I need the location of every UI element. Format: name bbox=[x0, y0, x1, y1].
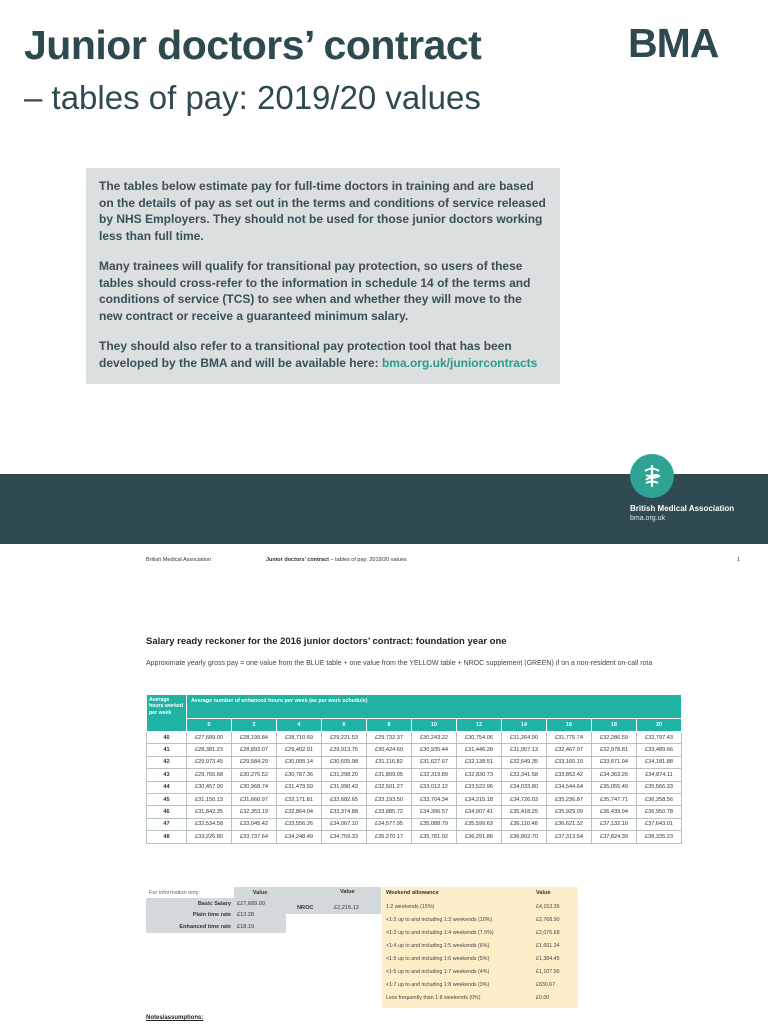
running-header-doc-bold: Junior doctors’ contract bbox=[266, 557, 329, 563]
section-title: Salary ready reckoner for the 2016 junior doctors’ contract: foundation year one bbox=[146, 636, 507, 647]
salary-cell: £32,171.81 bbox=[277, 793, 322, 805]
table-row bbox=[147, 781, 682, 793]
weekend-row-label: <1:7 up to and including 1:8 weekends (3%) bbox=[386, 982, 490, 988]
column-header: 2 bbox=[232, 719, 277, 732]
row-hours-label: 46 bbox=[147, 806, 187, 818]
junior-contracts-link[interactable]: bma.org.uk/juniorcontracts bbox=[381, 355, 538, 370]
intro-paragraph-3-text: They should also refer to a transitional pay protection tool that has been developed by the BMA and will be available here: bbox=[99, 339, 512, 370]
column-header: 8 bbox=[367, 719, 412, 732]
weekend-row-value: £1,384.45 bbox=[536, 956, 560, 962]
info-row-value: £18.19 bbox=[234, 921, 286, 932]
nroc-box bbox=[285, 887, 381, 914]
salary-cell: £35,929.09 bbox=[547, 806, 592, 818]
salary-cell: £32,138.51 bbox=[457, 756, 502, 768]
info-table bbox=[146, 887, 286, 933]
salary-cell: £28,381.23 bbox=[187, 744, 232, 756]
salary-cell: £37,132.16 bbox=[592, 818, 637, 830]
weekend-row-label: <1:3 up to and including 1:4 weekends (7.5%) bbox=[386, 930, 494, 936]
salary-cell: £32,649.35 bbox=[502, 756, 547, 768]
table-row bbox=[147, 756, 682, 768]
salary-cell: £32,864.04 bbox=[277, 806, 322, 818]
salary-cell: £32,830.73 bbox=[457, 769, 502, 781]
salary-cell: £31,298.20 bbox=[322, 769, 367, 781]
running-header-org: British Medical Association bbox=[146, 557, 212, 563]
table-row bbox=[147, 818, 682, 830]
salary-cell: £31,957.13 bbox=[502, 744, 547, 756]
salary-cell: £33,522.96 bbox=[457, 781, 502, 793]
running-header-doc-rest: – tables of pay: 2019/20 values bbox=[328, 557, 407, 563]
salary-cell: £33,341.58 bbox=[502, 769, 547, 781]
salary-cell: £33,193.50 bbox=[367, 793, 412, 805]
column-header: 12 bbox=[457, 719, 502, 732]
table-row bbox=[147, 831, 682, 843]
table-row bbox=[147, 806, 682, 818]
section-description: Approximate yearly gross pay = one value from the BLUE table + one value from the YELLOW table + NROC supplement (GREEN) if on a non-resident on-call rota bbox=[146, 660, 653, 667]
salary-cell: £30,787.36 bbox=[277, 769, 322, 781]
table-row bbox=[147, 732, 682, 744]
column-header: 20 bbox=[637, 719, 682, 732]
salary-cell: £34,215.18 bbox=[457, 793, 502, 805]
row-hours-label: 47 bbox=[147, 818, 187, 830]
salary-cell: £32,682.65 bbox=[322, 793, 367, 805]
salary-cell: £33,226.80 bbox=[187, 831, 232, 843]
weekend-row-label: <1:5 up to and including 1:6 weekends (5%) bbox=[386, 956, 490, 962]
salary-cell: £31,627.67 bbox=[412, 756, 457, 768]
salary-cell: £35,599.63 bbox=[457, 818, 502, 830]
salary-cell: £30,424.60 bbox=[367, 744, 412, 756]
salary-cell: £34,067.10 bbox=[322, 818, 367, 830]
intro-paragraph-1: The tables below estimate pay for full-time doctors in training and are based on the details of pay as set out in the terms and conditions of service released by NHS Employers. They should not be used for those junior doctors working less than full time. bbox=[99, 179, 546, 243]
salary-cell: £33,160.19 bbox=[547, 756, 592, 768]
salary-cell: £33,556.26 bbox=[277, 818, 322, 830]
salary-cell: £30,605.98 bbox=[322, 756, 367, 768]
salary-cell: £29,913.75 bbox=[322, 744, 367, 756]
weekend-row-value: £2,768.90 bbox=[536, 917, 560, 923]
salary-cell: £34,181.88 bbox=[637, 756, 682, 768]
document-subtitle: – tables of pay: 2019/20 values bbox=[24, 79, 481, 116]
salary-cell: £37,313.54 bbox=[547, 831, 592, 843]
intro-paragraph-2: Many trainees will qualify for transitional pay protection, so users of these tables should cross-refer to the information in schedule 14 of the terms and conditions of service (TCS) to see when and whether they will move to the new contract or receive a guaranteed minimum salary. bbox=[99, 259, 531, 323]
info-label: For information only: bbox=[149, 889, 200, 896]
salary-cell: £32,501.27 bbox=[367, 781, 412, 793]
weekend-row-value: £4,153.35 bbox=[536, 904, 560, 910]
corner-header: Average hours worked per week bbox=[147, 695, 187, 732]
weekend-row-label: <1:2 up to and including 1:3 weekends (10%) bbox=[386, 917, 493, 923]
salary-cell: £35,566.33 bbox=[637, 781, 682, 793]
weekend-header: Weekend allowance bbox=[386, 890, 439, 896]
salary-cell: £30,935.44 bbox=[412, 744, 457, 756]
info-row-value: £27,689.00 bbox=[234, 898, 286, 909]
weekend-row-label: Less frequently than 1:8 weekends (0%) bbox=[386, 995, 481, 1001]
weekend-allowance-box bbox=[382, 887, 578, 1008]
nroc-label: NROC bbox=[297, 905, 314, 911]
salary-cell: £35,418.25 bbox=[502, 806, 547, 818]
salary-cell: £28,199.84 bbox=[232, 732, 277, 744]
salary-cell: £31,479.59 bbox=[277, 781, 322, 793]
notes-heading: Notes/assumptions: bbox=[146, 1015, 204, 1021]
salary-cell: £36,950.78 bbox=[637, 806, 682, 818]
salary-cell: £29,221.53 bbox=[322, 732, 367, 744]
column-header: 18 bbox=[592, 719, 637, 732]
salary-cell: £38,335.23 bbox=[637, 831, 682, 843]
salary-cell: £31,116.82 bbox=[367, 756, 412, 768]
row-hours-label: 42 bbox=[147, 756, 187, 768]
salary-cell: £34,033.80 bbox=[502, 781, 547, 793]
enhanced-hours-header: Average number of enhanced hours per week (as per work schedule) bbox=[187, 695, 682, 719]
salary-cell: £32,353.19 bbox=[232, 806, 277, 818]
table-row bbox=[147, 793, 682, 805]
salary-cell: £31,990.43 bbox=[322, 781, 367, 793]
salary-cell: £33,045.42 bbox=[232, 818, 277, 830]
salary-cell: £34,363.26 bbox=[592, 769, 637, 781]
salary-table bbox=[146, 694, 682, 844]
salary-cell: £32,467.97 bbox=[547, 744, 592, 756]
salary-cell: £31,446.28 bbox=[457, 744, 502, 756]
intro-paragraph-3 bbox=[99, 338, 548, 371]
salary-cell: £28,710.69 bbox=[277, 732, 322, 744]
salary-cell: £34,759.33 bbox=[322, 831, 367, 843]
weekend-row-label: <1:4 up to and including 1:5 weekends (6%) bbox=[386, 943, 490, 949]
salary-cell: £30,754.06 bbox=[457, 732, 502, 744]
salary-cell: £30,968.74 bbox=[232, 781, 277, 793]
page-number: 1 bbox=[737, 557, 741, 563]
salary-cell: £29,765.68 bbox=[187, 769, 232, 781]
salary-cell: £34,544.64 bbox=[547, 781, 592, 793]
salary-cell: £30,276.52 bbox=[232, 769, 277, 781]
column-header: 6 bbox=[322, 719, 367, 732]
salary-table-body bbox=[147, 732, 682, 844]
salary-cell: £34,874.11 bbox=[637, 769, 682, 781]
column-header: 10 bbox=[412, 719, 457, 732]
salary-cell: £32,319.89 bbox=[412, 769, 457, 781]
band-website[interactable]: bma.org.uk bbox=[630, 515, 666, 522]
salary-cell: £34,248.49 bbox=[277, 831, 322, 843]
salary-cell: £36,802.70 bbox=[502, 831, 547, 843]
salary-cell: £34,726.03 bbox=[502, 793, 547, 805]
salary-cell: £29,073.45 bbox=[187, 756, 232, 768]
salary-cell: £31,150.13 bbox=[187, 793, 232, 805]
salary-cell: £33,852.42 bbox=[547, 769, 592, 781]
column-header: 16 bbox=[547, 719, 592, 732]
salary-cell: £33,737.64 bbox=[232, 831, 277, 843]
salary-cell: £35,747.71 bbox=[592, 793, 637, 805]
salary-cell: £32,978.81 bbox=[592, 744, 637, 756]
salary-cell: £33,489.66 bbox=[637, 744, 682, 756]
salary-cell: £34,396.57 bbox=[412, 806, 457, 818]
salary-cell: £30,243.22 bbox=[412, 732, 457, 744]
salary-cell: £31,775.74 bbox=[547, 732, 592, 744]
salary-cell: £31,842.35 bbox=[187, 806, 232, 818]
weekend-row-value: £1,107.56 bbox=[536, 969, 560, 975]
salary-cell: £28,892.07 bbox=[232, 744, 277, 756]
row-hours-label: 41 bbox=[147, 744, 187, 756]
table-row bbox=[147, 769, 682, 781]
row-hours-label: 40 bbox=[147, 732, 187, 744]
weekend-row-label: <1:6 up to and including 1:7 weekends (4%) bbox=[386, 969, 490, 975]
intro-box bbox=[86, 168, 560, 384]
weekend-row-label: 1:2 weekends (15%) bbox=[386, 904, 435, 910]
column-header: 14 bbox=[502, 719, 547, 732]
salary-cell: £33,704.34 bbox=[412, 793, 457, 805]
weekend-row-value: £1,661.34 bbox=[536, 943, 560, 949]
salary-cell: £36,258.56 bbox=[637, 793, 682, 805]
table-row bbox=[147, 744, 682, 756]
salary-cell: £34,907.41 bbox=[457, 806, 502, 818]
footer-band bbox=[0, 474, 768, 544]
salary-cell: £37,643.01 bbox=[637, 818, 682, 830]
salary-cell: £33,885.72 bbox=[367, 806, 412, 818]
salary-cell: £33,012.12 bbox=[412, 781, 457, 793]
nroc-value: £2,215.12 bbox=[334, 905, 359, 911]
info-row-label: Basic Salary bbox=[146, 898, 234, 909]
nroc-value-header: Value bbox=[340, 889, 355, 895]
column-header-row bbox=[147, 719, 682, 732]
weekend-row-value: £0.00 bbox=[536, 995, 550, 1001]
weekend-value-header: Value bbox=[536, 890, 551, 896]
row-hours-label: 45 bbox=[147, 793, 187, 805]
salary-cell: £35,055.49 bbox=[592, 781, 637, 793]
salary-cell: £37,824.39 bbox=[592, 831, 637, 843]
salary-cell: £31,809.05 bbox=[367, 769, 412, 781]
running-header-doc bbox=[266, 557, 407, 563]
salary-cell: £33,374.88 bbox=[322, 806, 367, 818]
salary-cell: £35,270.17 bbox=[367, 831, 412, 843]
salary-cell: £27,689.00 bbox=[187, 732, 232, 744]
salary-cell: £32,534.58 bbox=[187, 818, 232, 830]
row-hours-label: 44 bbox=[147, 781, 187, 793]
info-row-value: £13.28 bbox=[234, 910, 286, 921]
info-row-label: Plain time rate bbox=[146, 910, 234, 921]
info-row-label: Enhanced time rate bbox=[146, 921, 234, 932]
salary-cell: £31,660.97 bbox=[232, 793, 277, 805]
document-title: Junior doctors’ contract bbox=[24, 22, 482, 68]
salary-cell: £30,457.90 bbox=[187, 781, 232, 793]
column-header: 4 bbox=[277, 719, 322, 732]
info-value-header: Value bbox=[234, 887, 286, 898]
salary-cell: £29,402.91 bbox=[277, 744, 322, 756]
salary-cell: £36,621.32 bbox=[547, 818, 592, 830]
salary-cell: £29,584.29 bbox=[232, 756, 277, 768]
column-header: 0 bbox=[187, 719, 232, 732]
salary-cell: £35,781.02 bbox=[412, 831, 457, 843]
bma-emblem-icon bbox=[630, 454, 674, 498]
bma-logo: BMA bbox=[628, 20, 719, 66]
salary-cell: £33,671.04 bbox=[592, 756, 637, 768]
salary-cell: £35,088.79 bbox=[412, 818, 457, 830]
salary-cell: £36,110.48 bbox=[502, 818, 547, 830]
row-hours-label: 43 bbox=[147, 769, 187, 781]
band-org-name: British Medical Association bbox=[630, 504, 735, 513]
salary-cell: £36,291.86 bbox=[457, 831, 502, 843]
salary-cell: £32,286.59 bbox=[592, 732, 637, 744]
salary-cell: £36,439.94 bbox=[592, 806, 637, 818]
row-hours-label: 48 bbox=[147, 831, 187, 843]
salary-cell: £35,236.87 bbox=[547, 793, 592, 805]
weekend-row-value: £2,076.68 bbox=[536, 930, 560, 936]
salary-cell: £32,797.43 bbox=[637, 732, 682, 744]
weekend-row-value: £830.67 bbox=[536, 982, 556, 988]
salary-cell: £29,732.37 bbox=[367, 732, 412, 744]
salary-cell: £31,264.90 bbox=[502, 732, 547, 744]
salary-cell: £34,577.95 bbox=[367, 818, 412, 830]
salary-cell: £30,095.14 bbox=[277, 756, 322, 768]
